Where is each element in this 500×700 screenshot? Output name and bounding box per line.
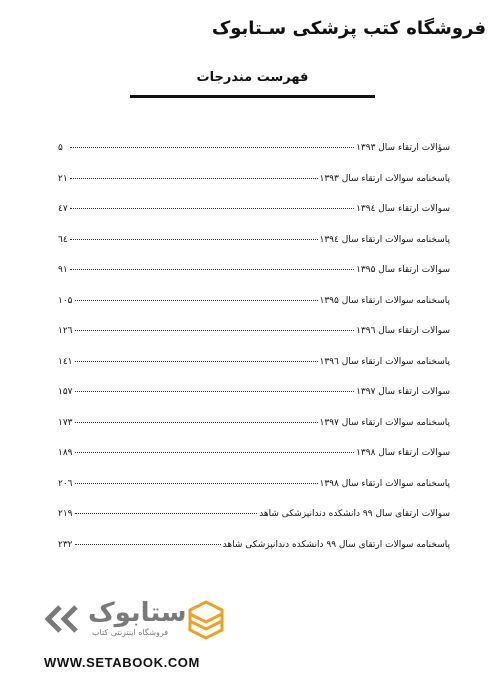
dot-leader <box>75 483 318 484</box>
dot-leader <box>75 300 318 301</box>
toc-entry-page: ۱۸۹ <box>58 448 73 458</box>
dot-leader <box>75 452 355 453</box>
toc-entry[interactable] <box>58 174 450 205</box>
dot-leader <box>75 330 355 331</box>
toc-entry[interactable] <box>58 418 450 449</box>
book-box-icon <box>186 600 226 640</box>
toc-heading: فهرست مندرجات <box>196 70 309 85</box>
toc-entry[interactable] <box>58 265 450 296</box>
toc-entry-title: پاسخنامه سوالات ارتقاء سال ۱۳۹۸ <box>319 478 450 489</box>
toc-entry-title: سوالات ارتقاء سال ۱۳۹۸ <box>356 448 450 458</box>
website-url[interactable]: WWW.SETABOOK.COM <box>44 655 200 670</box>
toc-entry-page: ۱۵۷ <box>58 387 73 397</box>
logo-wordmark <box>40 598 187 640</box>
dot-leader <box>75 422 318 423</box>
toc-entry[interactable] <box>58 448 450 479</box>
toc-entry-page: ۲۱۹ <box>58 509 73 519</box>
toc-entry-title: سوالات ارتقاء سال ۱۳۹٤ <box>356 204 450 214</box>
double-chevron-left-icon <box>42 604 86 634</box>
dot-leader <box>70 239 318 240</box>
toc-entry-title: پاسخنامه سوالات ارتقای سال ۹۹ دانشکده دندانپزشکی شاهد <box>222 539 450 550</box>
toc-entry-title: پاسخنامه سوالات ارتقاء سال ۱۳۹۳ <box>319 173 450 184</box>
toc-entry-page: ۲۰٦ <box>58 478 73 489</box>
toc-entry[interactable] <box>58 204 450 235</box>
toc-entry[interactable] <box>58 235 450 266</box>
logo-word: ستابوک <box>88 598 187 628</box>
toc-entry-page: ۹۱ <box>58 265 68 275</box>
toc-entry[interactable] <box>58 357 450 388</box>
toc-entry-title: سوالات ارتقاء سال ۱۳۹۷ <box>356 387 450 397</box>
logo-tagline: فروشگاه اینترنتی کتاب <box>92 628 169 637</box>
toc-entry-title: سؤالات ارتقاء سال ۱۳۹۳ <box>356 143 450 153</box>
toc-entry-title: سوالات ارتقاء سال ۱۳۹۵ <box>356 265 450 275</box>
toc-entry[interactable] <box>58 509 450 540</box>
toc-entry[interactable] <box>58 296 450 327</box>
setabook-logo[interactable] <box>40 600 220 648</box>
dot-leader <box>70 269 354 270</box>
toc-entry-page: ٦٤ <box>58 234 68 245</box>
toc-entry-page: ۱٤۱ <box>58 356 73 367</box>
toc-entry[interactable] <box>58 326 450 357</box>
toc-entry-page: ۱۲٦ <box>58 326 73 336</box>
toc-entry-page: ۲۱ <box>58 173 68 184</box>
toc-entry[interactable] <box>58 387 450 418</box>
toc-entry-title: پاسخنامه سوالات ارتقاء سال ۱۳۹۵ <box>319 295 450 306</box>
dot-leader <box>75 513 258 514</box>
dot-leader <box>70 147 354 148</box>
dot-leader <box>75 361 318 362</box>
toc-entry-title: پاسخنامه سوالات ارتقاء سال ۱۳۹٤ <box>319 234 450 245</box>
dot-leader <box>75 391 355 392</box>
toc-entry[interactable] <box>58 143 450 174</box>
toc-entry-title: سوالات ارتقای سال ۹۹ دانشکده دندانپزشکی شاهد <box>259 509 450 519</box>
toc-entry-page: ۲۳۲ <box>58 539 73 550</box>
store-title: فروشگاه کتب پزشکی سـتابوک <box>211 18 486 39</box>
toc-entry-page: ۱۷۳ <box>58 417 73 428</box>
toc-entry-page: ۱۰۵ <box>58 295 73 306</box>
toc-entry[interactable] <box>58 540 450 571</box>
toc-entry-title: سوالات ارتقاء سال ۱۳۹٦ <box>356 326 450 336</box>
toc-entry-title: پاسخنامه سوالات ارتقاء سال ۱۳۹۷ <box>319 417 450 428</box>
toc-entry-page: ٤۷ <box>58 204 68 214</box>
table-of-contents <box>58 143 450 570</box>
toc-entry-page: ۵ <box>58 143 63 153</box>
heading-underline <box>130 95 375 98</box>
dot-leader <box>70 178 318 179</box>
toc-entry-title: پاسخنامه سوالات ارتقاء سال ۱۳۹٦ <box>319 356 450 367</box>
toc-entry[interactable] <box>58 479 450 510</box>
dot-leader <box>70 208 354 209</box>
dot-leader <box>75 544 221 545</box>
